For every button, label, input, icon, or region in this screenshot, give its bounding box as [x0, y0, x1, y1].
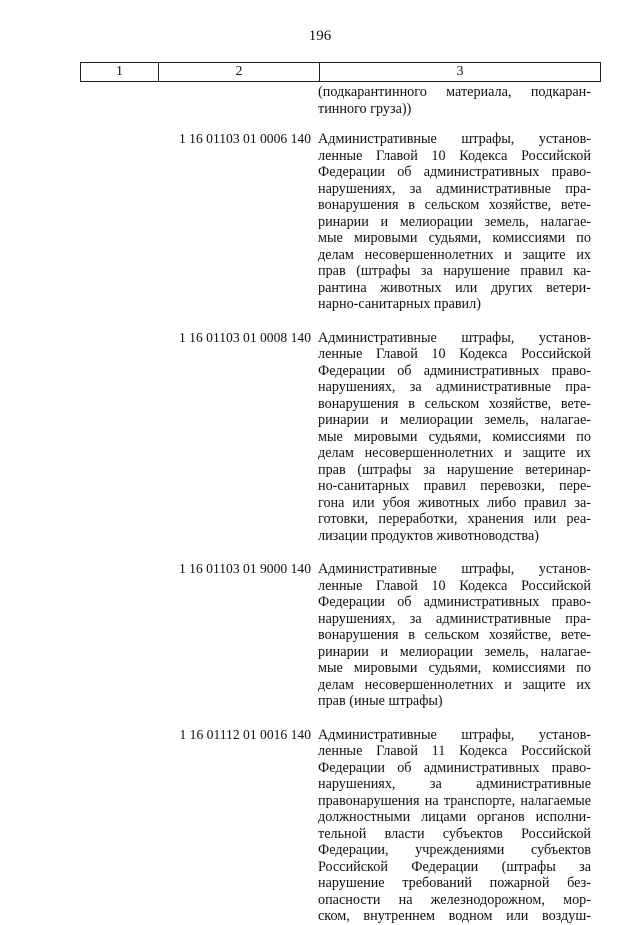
description-line: Российской Федерации (штрафы за — [318, 858, 591, 875]
description-line: Административные штрафы, установ- — [318, 329, 591, 346]
table-row — [80, 561, 601, 710]
rows-container — [80, 131, 601, 925]
description-line: вонарушения в сельском хозяйстве, вете- — [318, 627, 591, 643]
description-line: ринарии и мелиорации земель, налагае- — [318, 213, 591, 230]
description-line: Административные штрафы, установ- — [318, 561, 591, 577]
description-line: но-санитарных правил перевозки, пере- — [318, 478, 591, 494]
description-line: нарушениях, за административные — [318, 776, 591, 792]
description-line: нарушениях, за административные пра- — [318, 610, 591, 627]
description-line: Федерации об административных право- — [318, 594, 591, 610]
row-description — [318, 330, 591, 545]
table-row — [80, 330, 601, 545]
description-line: мые мировыми судьями, комиссиями по — [318, 660, 591, 676]
description-line: Федерации, учреждениями субъектов — [318, 842, 591, 858]
description-line: ленные Главой 10 Кодекса Российской — [318, 346, 591, 362]
row-description — [318, 131, 591, 313]
row-code: 1 16 01112 01 0016 140 — [179, 726, 311, 742]
table-row — [80, 131, 601, 313]
description-line: Федерации об административных право- — [318, 164, 591, 180]
description-line: делам несовершеннолетних и защите их — [318, 246, 591, 263]
table-header — [80, 62, 601, 82]
description-line: вонарушения в сельском хозяйстве, вете- — [318, 395, 591, 412]
row-description — [318, 561, 591, 710]
description-line: ринарии и мелиорации земель, налагае- — [318, 643, 591, 660]
description-line: нарно-санитарных правил) — [318, 296, 481, 312]
description-line: лизации продуктов животноводства) — [318, 527, 539, 544]
page-number: 196 — [308, 28, 332, 44]
description-line: нарушениях, за административные пра- — [318, 180, 591, 197]
column-header-2: 2 — [159, 63, 320, 81]
description-line: ленные Главой 10 Кодекса Российской — [318, 577, 591, 594]
row-col-1 — [80, 131, 160, 313]
table-row-continuation — [80, 84, 601, 117]
description-line: Административные штрафы, установ- — [318, 726, 591, 743]
row-col-1 — [80, 727, 160, 925]
description-line: правонарушения на транспорте, налагаемые — [318, 792, 591, 809]
description-line: должностными лицами органов исполни- — [318, 809, 591, 825]
description-line: тинного груза)) — [318, 100, 412, 117]
description-line: прав (штрафы за нарушение правил ка- — [318, 263, 591, 279]
description-line: ленные Главой 11 Кодекса Российской — [318, 743, 591, 759]
description-line: (подкарантинного материала, подкаран- — [318, 84, 591, 100]
row-col-1 — [80, 84, 160, 117]
description-line: опасности на железнодорожном, мор- — [318, 891, 591, 908]
row-code: 1 16 01103 01 0008 140 — [178, 329, 311, 345]
description-line: рантина животных или других ветери- — [318, 279, 591, 296]
description-line: Федерации об административных право- — [318, 362, 591, 379]
description-line: тельной власти субъектов Российской — [318, 825, 591, 842]
description-line: вонарушения в сельском хозяйстве, вете- — [318, 197, 591, 213]
description-line: делам несовершеннолетних и защите их — [318, 445, 591, 461]
description-line: Административные штрафы, установ- — [318, 131, 591, 147]
column-header-3: 3 — [456, 64, 464, 79]
description-line: готовки, переработки, хранения или реа- — [318, 511, 591, 527]
row-code: 1 16 01103 01 0006 140 — [178, 131, 311, 146]
description-line: мые мировыми судьями, комиссиями по — [318, 428, 591, 445]
description-line: гона или убоя животных либо правил за- — [318, 494, 591, 511]
table-row — [80, 727, 601, 925]
row-description — [318, 84, 591, 117]
row-col-1 — [80, 561, 160, 710]
description-line: ском, внутреннем водном или воздуш- — [318, 908, 591, 924]
description-line: мые мировыми судьями, комиссиями по — [318, 230, 591, 246]
row-code: 1 16 01103 01 9000 140 — [178, 561, 311, 576]
row-description — [318, 727, 591, 925]
description-line: прав (иные штрафы) — [318, 693, 443, 709]
description-line: ринарии и мелиорации земель, налагае- — [318, 412, 591, 428]
column-header-1: 1 — [81, 63, 159, 81]
description-line: нарушение требований пожарной без- — [318, 875, 591, 891]
table-body — [80, 84, 601, 925]
row-code — [160, 84, 318, 117]
description-line: ленные Главой 10 Кодекса Российской — [318, 147, 591, 164]
description-line: прав (штрафы за нарушение ветеринар- — [318, 461, 591, 478]
row-col-1 — [80, 330, 160, 545]
description-line: Федерации об административных право- — [318, 759, 591, 776]
description-line: делам несовершеннолетних и защите их — [318, 676, 591, 693]
description-line: нарушениях, за административные пра- — [318, 379, 591, 395]
